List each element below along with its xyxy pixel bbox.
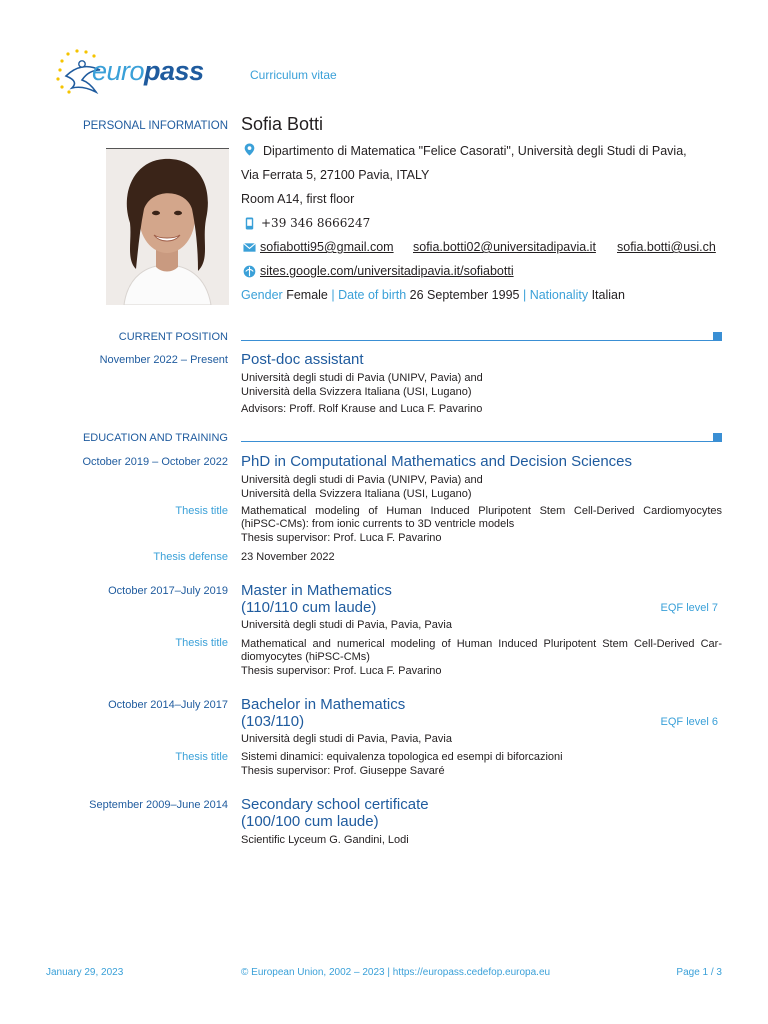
school-period: September 2009–June 2014 (89, 799, 228, 811)
person-name: Sofia Botti (241, 114, 324, 134)
section-divider-marker (713, 433, 722, 442)
phd-thesis-title-1: Mathematical modeling of Human Induced Pluripotent Stem Cell-Derived Cardiomyocytes (241, 505, 722, 517)
email-icon (243, 241, 256, 254)
master-thesis-title-2: diomyocytes (hiPSC-CMs) (241, 651, 370, 663)
education-label: EDUCATION AND TRAINING (82, 432, 228, 444)
master-period: October 2017–July 2019 (108, 585, 228, 597)
phd-supervisor: Thesis supervisor: Prof. Luca F. Pavarino (241, 532, 442, 544)
email-link-usi[interactable]: sofia.botti@usi.ch (617, 240, 716, 254)
bachelor-period: October 2014–July 2017 (108, 699, 228, 711)
phd-title: PhD in Computational Mathematics and Decision Sciences (241, 453, 633, 470)
address-line-2: Via Ferrata 5, 27100 Pavia, ITALY (241, 168, 430, 182)
current-title: Post-doc assistant (241, 351, 364, 368)
gender-value: Female (286, 288, 328, 302)
nationality-value: Italian (591, 288, 625, 302)
school-name: Scientific Lyceum G. Gandini, Lodi (241, 834, 409, 846)
profile-photo (106, 148, 229, 305)
bachelor-grade: (103/110) (241, 713, 305, 730)
personal-info-label: PERSONAL INFORMATION (82, 120, 228, 132)
email-link-unipv[interactable]: sofia.botti02@universitadipavia.it (413, 240, 596, 254)
bachelor-supervisor: Thesis supervisor: Prof. Giuseppe Savaré (241, 765, 445, 777)
separator: | (522, 288, 527, 302)
master-title: Master in Mathematics (241, 582, 392, 599)
section-divider-marker (713, 332, 722, 341)
footer-copyright: © European Union, 2002 – 2023 | https://europass.cedefop.europa.eu (241, 967, 551, 978)
location-pin-icon (243, 143, 256, 156)
dob-value: 26 September 1995 (409, 288, 520, 302)
phd-period: October 2019 – October 2022 (82, 456, 228, 468)
section-divider (241, 441, 713, 442)
bachelor-title: Bachelor in Mathematics (241, 696, 406, 713)
phone-number: +39 346 8666247 (261, 216, 371, 230)
section-divider (241, 340, 713, 341)
email-link-gmail[interactable]: sofiabotti95@gmail.com (260, 240, 394, 254)
dob-label: Date of birth (338, 288, 407, 302)
address-line-3: Room A14, first floor (241, 192, 355, 206)
master-university: Università degli studi di Pavia, Pavia, Pavia (241, 619, 452, 631)
footer-page-number: Page 1 / 3 (676, 967, 722, 978)
bachelor-thesis-title: Sistemi dinamici: equivalenza topologica ed esempi di biforcazioni (241, 751, 563, 763)
phd-line-2: Università della Svizzera Italiana (USI, Lugano) (241, 488, 472, 500)
phone-icon (243, 217, 256, 230)
master-eqf-level: EQF level 7 (660, 602, 718, 614)
phd-thesis-label: Thesis title (175, 505, 228, 517)
master-thesis-label: Thesis title (175, 637, 228, 649)
current-line-2: Università della Svizzera Italiana (USI, Lugano) (241, 386, 472, 398)
bachelor-eqf-level: EQF level 6 (660, 716, 718, 728)
address-line-1: Dipartimento di Matematica "Felice Casorati", Università degli Studi di Pavia, (263, 144, 687, 158)
europass-logo (52, 48, 222, 98)
current-advisors: Advisors: Proff. Rolf Krause and Luca F. Pavarino (241, 403, 483, 415)
doc-type-label: Curriculum vitae (250, 68, 337, 82)
separator: | (331, 288, 335, 302)
nationality-label: Nationality (529, 288, 589, 302)
phd-thesis-title-2: (hiPSC-CMs): from ionic currents to 3D ventricle models (241, 518, 515, 530)
current-line-1: Università degli studi di Pavia (UNIPV, Pavia) and (241, 372, 483, 384)
master-grade: (110/110 cum laude) (241, 599, 377, 616)
current-period: November 2022 – Present (99, 354, 228, 366)
master-supervisor: Thesis supervisor: Prof. Luca F. Pavarino (241, 665, 442, 677)
footer-date: January 29, 2023 (46, 967, 124, 978)
phd-defense-label: Thesis defense (153, 551, 228, 563)
bachelor-university: Università degli studi di Pavia, Pavia, Pavia (241, 733, 452, 745)
gender-label: Gender (241, 288, 283, 302)
personal-details-row (241, 288, 625, 302)
phd-line-1: Università degli studi di Pavia (UNIPV, Pavia) and (241, 474, 483, 486)
master-thesis-title-1: Mathematical and numerical modeling of Human Induced Pluripotent Stem Cell-Derived Car- (241, 638, 722, 650)
logo-text-pass: pass (144, 56, 204, 86)
school-grade: (100/100 cum laude) (241, 813, 379, 830)
website-link[interactable]: sites.google.com/universitadipavia.it/sofiabotti (260, 264, 514, 278)
website-icon (243, 265, 256, 278)
school-title: Secondary school certificate (241, 796, 429, 813)
phd-defense-date: 23 November 2022 (241, 551, 335, 563)
current-position-label: CURRENT POSITION (118, 331, 228, 343)
logo-text-euro: euro (92, 56, 145, 86)
bachelor-thesis-label: Thesis title (175, 751, 228, 763)
